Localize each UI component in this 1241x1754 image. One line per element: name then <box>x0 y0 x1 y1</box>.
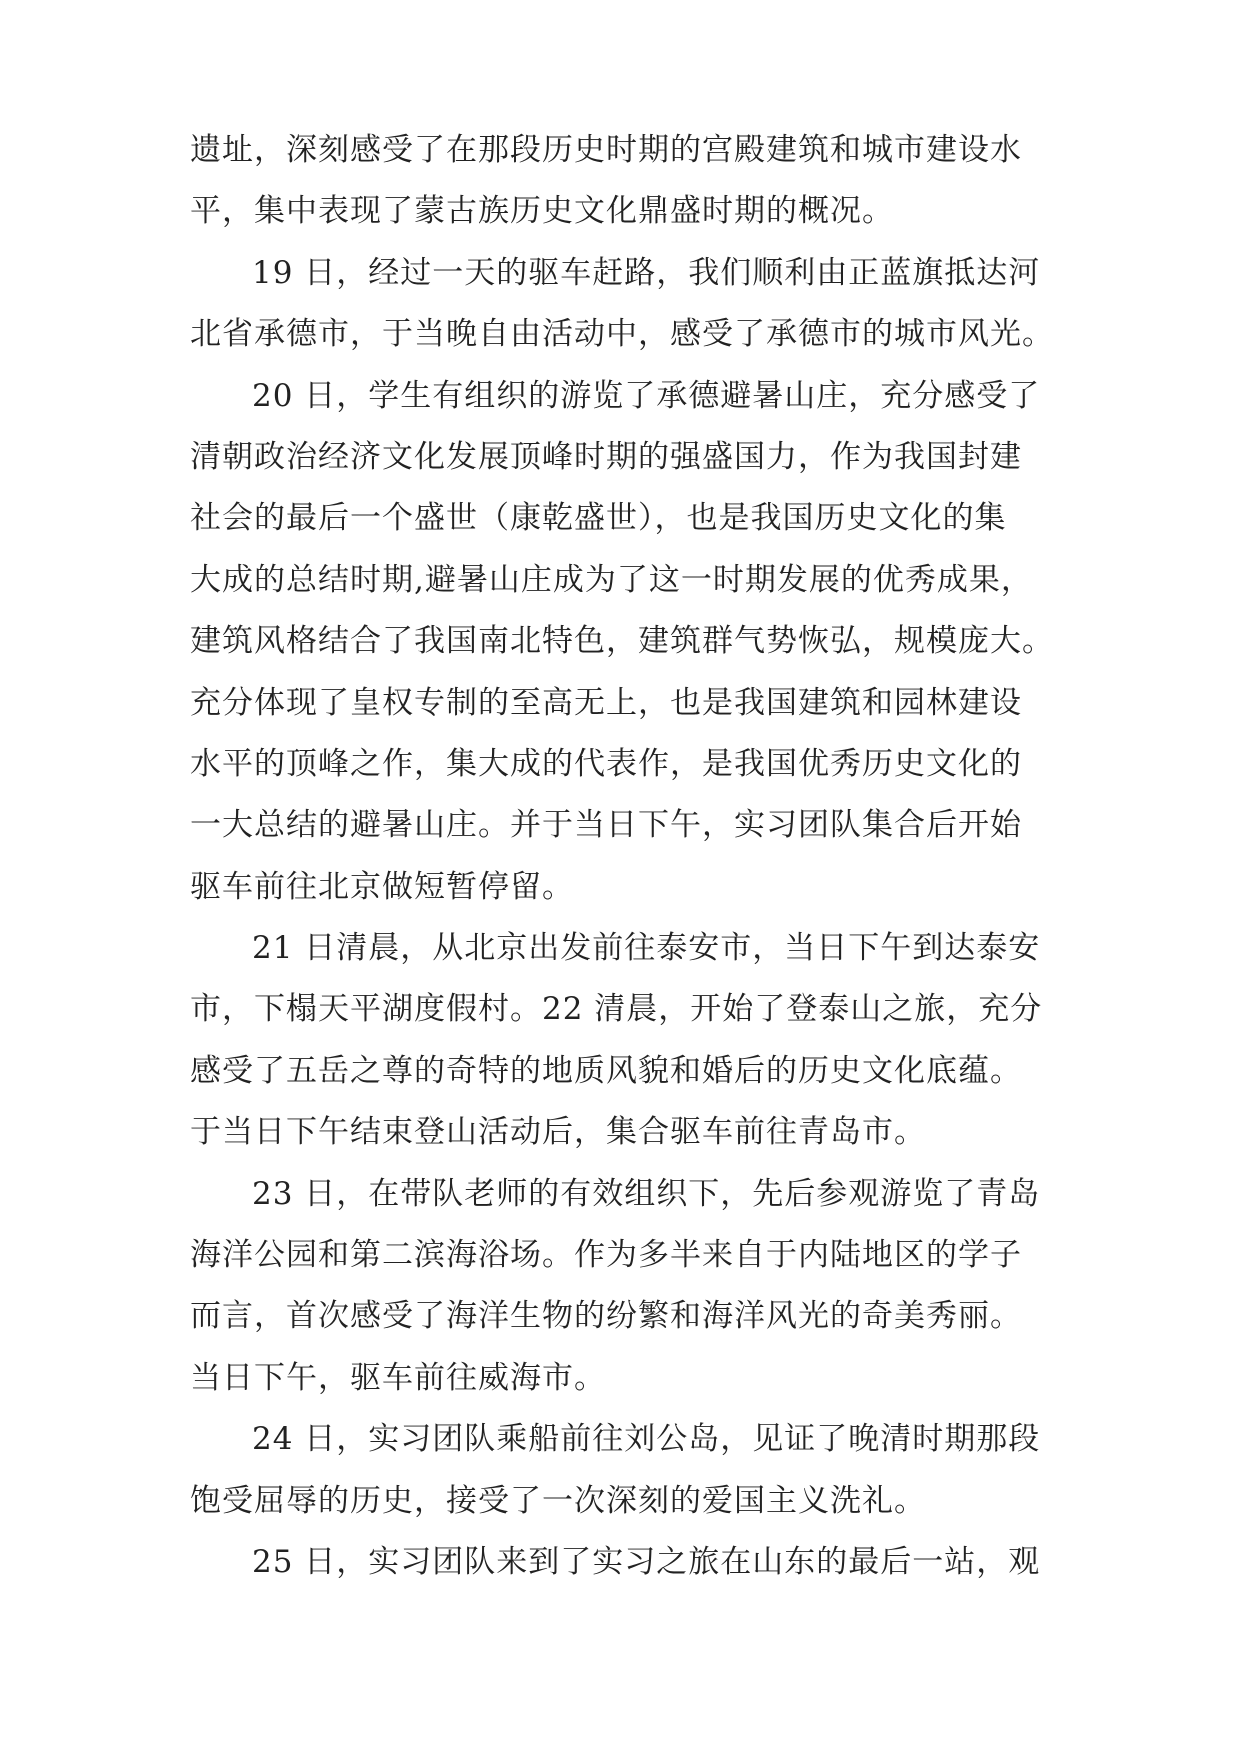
text-line: 23 日，在带队老师的有效组织下，先后参观游览了青岛 <box>252 1175 1041 1212</box>
text-line: 当日下午，驱车前往威海市。 <box>190 1359 606 1396</box>
text-line: 遗址，深刻感受了在那段历史时期的宫殿建筑和城市建设水 <box>190 132 1022 168</box>
text-line: 21 日清晨，从北京出发前往泰安市，当日下午到达泰安 <box>252 930 1041 967</box>
text-line: 19 日，经过一天的驱车赶路，我们顺利由正蓝旗抵达河 <box>252 254 1041 291</box>
text-line: 大成的总结时期,避暑山庄成为了这一时期发展的优秀成果， <box>190 561 1033 598</box>
text-line: 饱受屈辱的历史，接受了一次深刻的爱国主义洗礼。 <box>190 1482 926 1519</box>
text-line: 于当日下午结束登山活动后，集合驱车前往青岛市。 <box>190 1114 926 1151</box>
text-line: 而言，首次感受了海洋生物的纷繁和海洋风光的奇美秀丽。 <box>190 1298 1022 1335</box>
text-line: 社会的最后一个盛世（康乾盛世），也是我国历史文化的集 <box>190 500 1007 537</box>
text-line: 清朝政治经济文化发展顶峰时期的强盛国力，作为我国封建 <box>190 438 1022 475</box>
text-line: 驱车前往北京做短暂停留。 <box>190 868 574 905</box>
text-line: 海洋公园和第二滨海浴场。作为多半来自于内陆地区的学子 <box>190 1237 1022 1274</box>
text-line: 充分体现了皇权专制的至高无上，也是我国建筑和园林建设 <box>190 684 1022 721</box>
text-line: 一大总结的避暑山庄。并于当日下午，实习团队集合后开始 <box>190 807 1022 844</box>
text-line: 24 日，实习团队乘船前往刘公岛，见证了晚清时期那段 <box>252 1421 1041 1458</box>
text-line: 市，下榻天平湖度假村。22 清晨，开始了登泰山之旅，充分 <box>190 991 1043 1028</box>
text-line: 水平的顶峰之作，集大成的代表作，是我国优秀历史文化的 <box>190 745 1022 782</box>
text-line: 感受了五岳之尊的奇特的地质风貌和婚后的历史文化底蕴。 <box>190 1052 1022 1089</box>
text-line: 北省承德市，于当晚自由活动中，感受了承德市的城市风光。 <box>190 316 1054 353</box>
text-line: 25 日，实习团队来到了实习之旅在山东的最后一站，观 <box>252 1543 1041 1580</box>
text-line: 建筑风格结合了我国南北特色，建筑群气势恢弘，规模庞大。 <box>190 623 1054 660</box>
text-line: 平，集中表现了蒙古族历史文化鼎盛时期的概况。 <box>190 193 894 230</box>
text-line: 20 日，学生有组织的游览了承德避暑山庄，充分感受了 <box>252 377 1041 414</box>
body-text <box>190 120 1054 1593</box>
